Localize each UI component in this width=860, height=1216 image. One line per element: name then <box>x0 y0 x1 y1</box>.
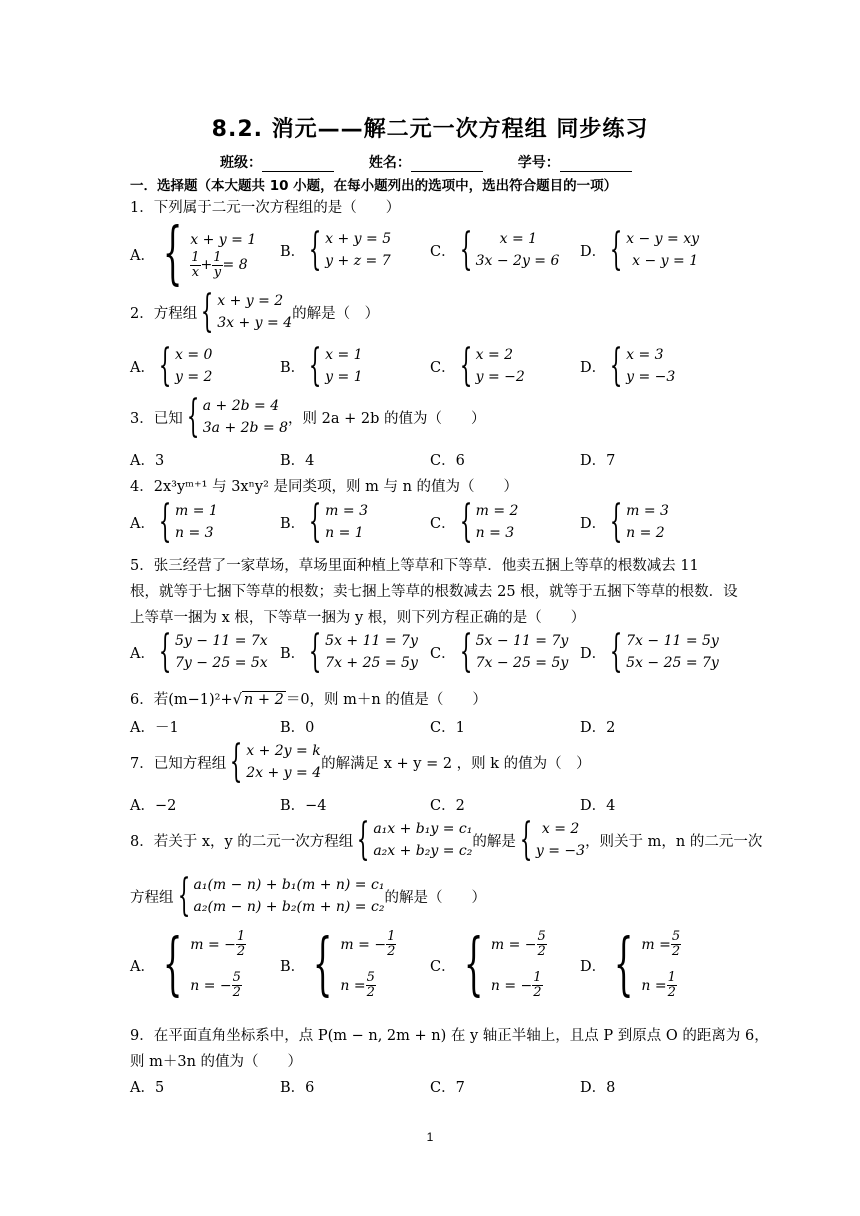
q9-option-c: C．7 <box>430 1080 465 1096</box>
q2-option-d: D． { x = 3 y = −3 <box>580 340 676 391</box>
name-blank <box>411 157 483 172</box>
q4-option-a: A． { m = 1 n = 3 <box>130 496 218 547</box>
q4-option-d: D． { m = 3 n = 2 <box>580 496 669 547</box>
name-label: 姓名： <box>368 155 411 171</box>
q8-option-a: A． { m = − $\frac{1}{2}$ n = − $\frac{5}{2}$ <box>130 925 246 1004</box>
q5-option-a: A． { 5y − 11 = 7x 7y − 25 = 5x <box>130 626 268 677</box>
q2-option-c: C． { x = 2 y = −2 <box>430 340 525 391</box>
q6-option-b: B．0 <box>280 720 315 736</box>
q8-option-c: C． { m = − $\frac{5}{2}$ n = − $\frac{1}{2}$ <box>430 925 546 1004</box>
q8-stem-2: 方程组 { a₁(m − n) + b₁(m + n) = c₁ a₂(m − n) + b₂(m + n) = c₂ 的解是（ ） <box>130 870 486 921</box>
q8-stem: 8．若关于 x，y 的二元一次方程组 { a₁x + b₁y = c₁ a₂x + b₂y = c₂ 的解是 { x = 2 y = −3 ，则关于 m，n 的二元一次 <box>130 814 763 865</box>
q7-option-a: A．−2 <box>130 798 177 814</box>
q4-option-b: B． { m = 3 n = 1 <box>280 496 368 547</box>
q6-option-c: C．1 <box>430 720 465 736</box>
q1-option-d: D． { x − y = xy x − y = 1 <box>580 224 700 275</box>
page-title: 8.2. 消元——解二元一次方程组 同步练习 <box>211 117 649 142</box>
q2-option-a: A． { x = 0 y = 2 <box>130 340 213 391</box>
q3-option-a: A．3 <box>130 453 165 469</box>
q7-option-b: B．−4 <box>280 798 327 814</box>
q9-option-a: A．5 <box>130 1080 165 1096</box>
class-blank <box>262 157 334 172</box>
q7-option-c: C．2 <box>430 798 465 814</box>
q3-option-d: D．7 <box>580 453 616 469</box>
q2-stem: 2．方程组 { x + y = 2 3x + y = 4 的解是（ ） <box>130 286 380 337</box>
q2-option-b: B． { x = 1 y = 1 <box>280 340 363 391</box>
q6-option-d: D．2 <box>580 720 616 736</box>
q8-option-b: B． { m = − $\frac{1}{2}$ n = $\frac{5}{2}$ <box>280 925 396 1004</box>
q4-option-c: C． { m = 2 n = 3 <box>430 496 519 547</box>
q9-line-2: 则 m＋3n 的值为（ ） <box>130 1054 303 1070</box>
q7-option-d: D．4 <box>580 798 616 814</box>
section-heading: 一．选择题（本大题共 10 小题，在每小题列出的选项中，选出符合题目的一项） <box>130 178 618 194</box>
q7-stem: 7．已知方程组 { x + 2y = k 2x + y = 4 的解满足 x + y = 2 ，则 k 的值为（ ） <box>130 736 591 787</box>
q5-line-2: 根，就等于七捆下等草的根数；卖七捆上等草的根数减去 25 根，就等于五捆下等草的根数．设 <box>130 584 738 600</box>
class-label: 班级： <box>220 155 262 171</box>
q3-option-c: C．6 <box>430 453 465 469</box>
id-label: 学号： <box>517 155 560 171</box>
q9-option-d: D．8 <box>580 1080 616 1096</box>
q6-stem: 6．若(m−1)²+√ n + 2 ＝0，则 m＋n 的值是（ ） <box>130 692 487 708</box>
q5-option-d: D． { 7x − 11 = 5y 5x − 25 = 7y <box>580 626 719 677</box>
q1-option-a: A． { x + y = 1 $\frac{1}{x}$ + $\frac{1}{y}$ = 8 <box>130 214 257 293</box>
q9-option-b: B．6 <box>280 1080 315 1096</box>
q9-line-1: 9．在平面直角坐标系中，点 P(m − n, 2m + n) 在 y 轴正半轴上，且点 P 到原点 O 的距离为 6， <box>130 1028 769 1044</box>
student-info <box>220 152 662 172</box>
q5-line-3: 上等草一捆为 x 根，下等草一捆为 y 根，则下列方程正确的是（ ） <box>130 610 586 626</box>
q8-option-d: D． { m = $\frac{5}{2}$ n = $\frac{1}{2}$ <box>580 925 681 1004</box>
q5-option-b: B． { 5x + 11 = 7y 7x + 25 = 5y <box>280 626 418 677</box>
q3-stem: 3．已知 { a + 2b = 4 3a + 2b = 8 ，则 2a + 2b 的值为（ ） <box>130 391 486 442</box>
q1-option-b: B． { x + y = 5 y + z = 7 <box>280 224 392 275</box>
q5-line-1: 5．张三经营了一家草场，草场里面种植上等草和下等草．他卖五捆上等草的根数减去 11 <box>130 558 699 574</box>
id-blank <box>560 157 632 172</box>
q3-option-b: B．4 <box>280 453 315 469</box>
q6-option-a: A．－1 <box>130 720 179 736</box>
q1-option-c: C． { x = 1 3x − 2y = 6 <box>430 224 560 275</box>
q4-stem: 4．2x³yᵐ⁺¹ 与 3xⁿy² 是同类项，则 m 与 n 的值为（ ） <box>130 479 519 495</box>
q1-stem: 1．下列属于二元一次方程组的是（ ） <box>130 200 401 216</box>
q5-option-c: C． { 5x − 11 = 7y 7x − 25 = 5y <box>430 626 569 677</box>
page-number: 1 <box>426 1130 434 1144</box>
